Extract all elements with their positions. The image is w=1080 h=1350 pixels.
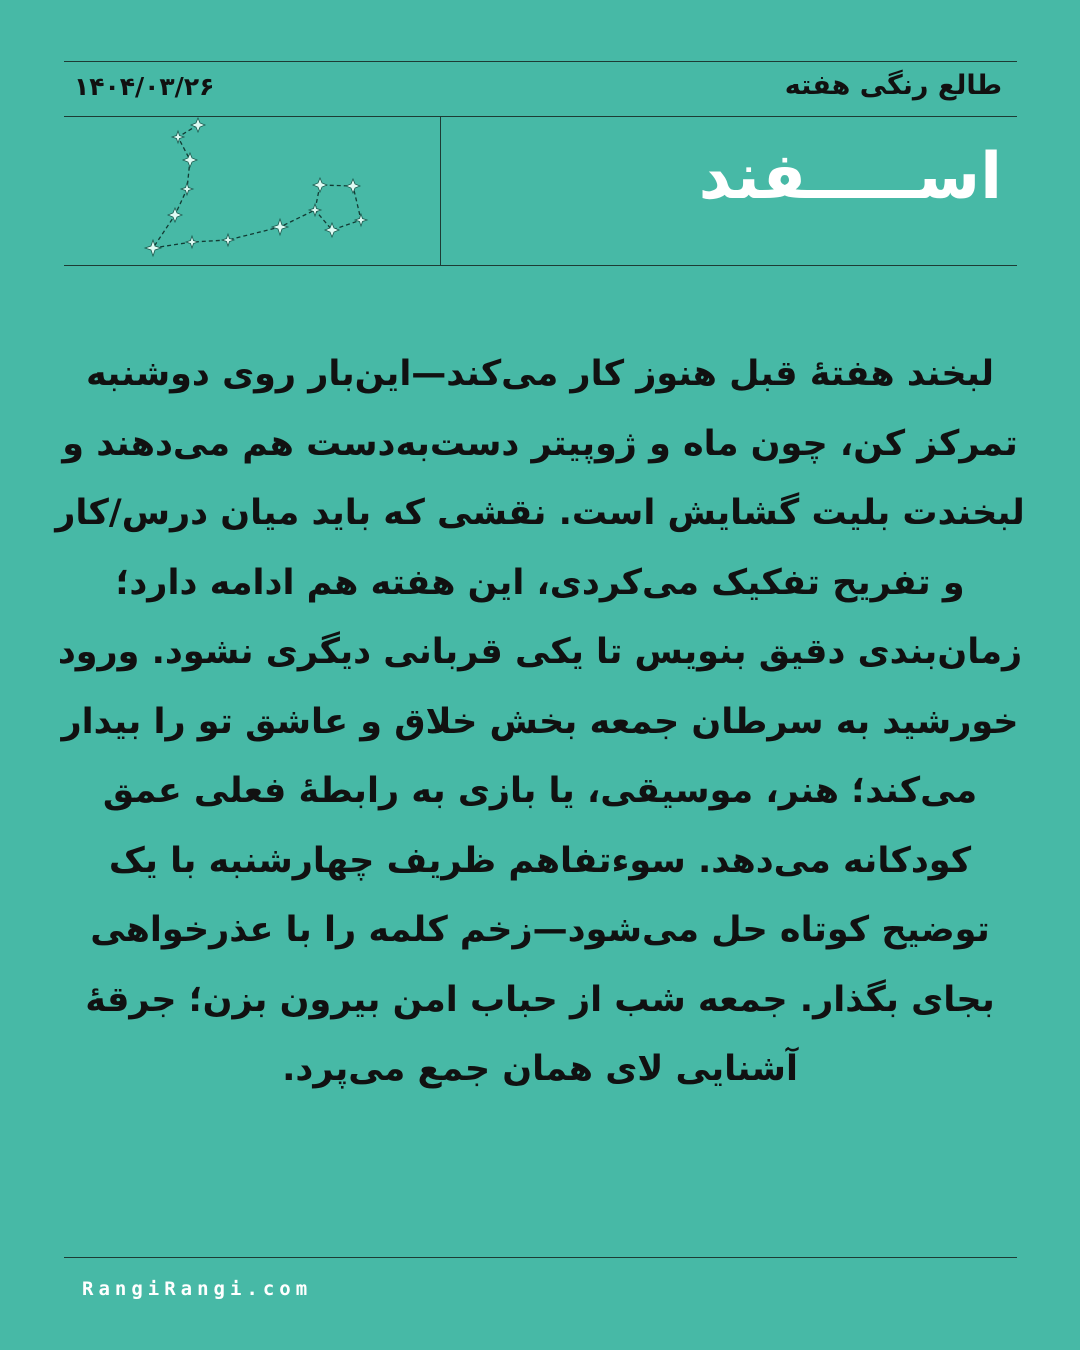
top-rule [64, 61, 1017, 62]
star-icon [222, 234, 234, 246]
star-icon [191, 118, 205, 132]
star-icon [325, 223, 339, 237]
star-icon [313, 178, 327, 192]
star-icon [183, 153, 197, 167]
pisces-constellation-icon [130, 115, 390, 265]
star-icon [355, 214, 367, 226]
star-icon [272, 219, 288, 235]
constellation-stars [145, 118, 367, 256]
star-icon [181, 183, 193, 195]
page-title: طالع رنگی هفته [784, 70, 1002, 101]
website-link[interactable]: RangiRangi.com [82, 1278, 313, 1300]
star-icon [145, 240, 161, 256]
sign-name: اســـــفند [698, 140, 1002, 214]
star-icon [346, 179, 360, 193]
star-icon [186, 236, 198, 248]
star-icon [309, 204, 321, 216]
date-label: ۱۴۰۴/۰۳/۲۶ [74, 72, 215, 101]
footer-rule [64, 1257, 1017, 1258]
star-icon [172, 131, 184, 143]
sign-box-bottom-rule [64, 265, 1017, 266]
horoscope-text: لبخند هفتهٔ قبل هنوز کار می‌کند—این‌بار روی دوشنبه تمرکز کن، چون ماه و ژوپیتر دست‌به‌دست هم می‌دهند و لبخندت بلیت گشایش است. نقشی که باید میان درس/کار و تفریح تفکیک می‌کردی، این هفته هم ادامه دارد؛ زمان‌بندی دقیق بنویس تا یکی قربانی دیگری نشود. ورود خورشید به سرطان جمعه بخش خلاق و عاشق تو را بیدار می‌کند؛ هنر، موسیقی، یا بازی به رابطهٔ فعلی عمق کودکانه می‌دهد. سوءتفاهم ظریف چهارشنبه با یک توضیح کوتاه حل می‌شود—زخم کلمه را با عذرخواهی بجای بگذار. جمعه شب از حباب امن بیرون بزن؛ جرقهٔ آشنایی لای همان جمع می‌پرد. [55, 354, 1025, 1089]
sign-box-divider [440, 116, 441, 265]
star-icon [168, 208, 182, 222]
